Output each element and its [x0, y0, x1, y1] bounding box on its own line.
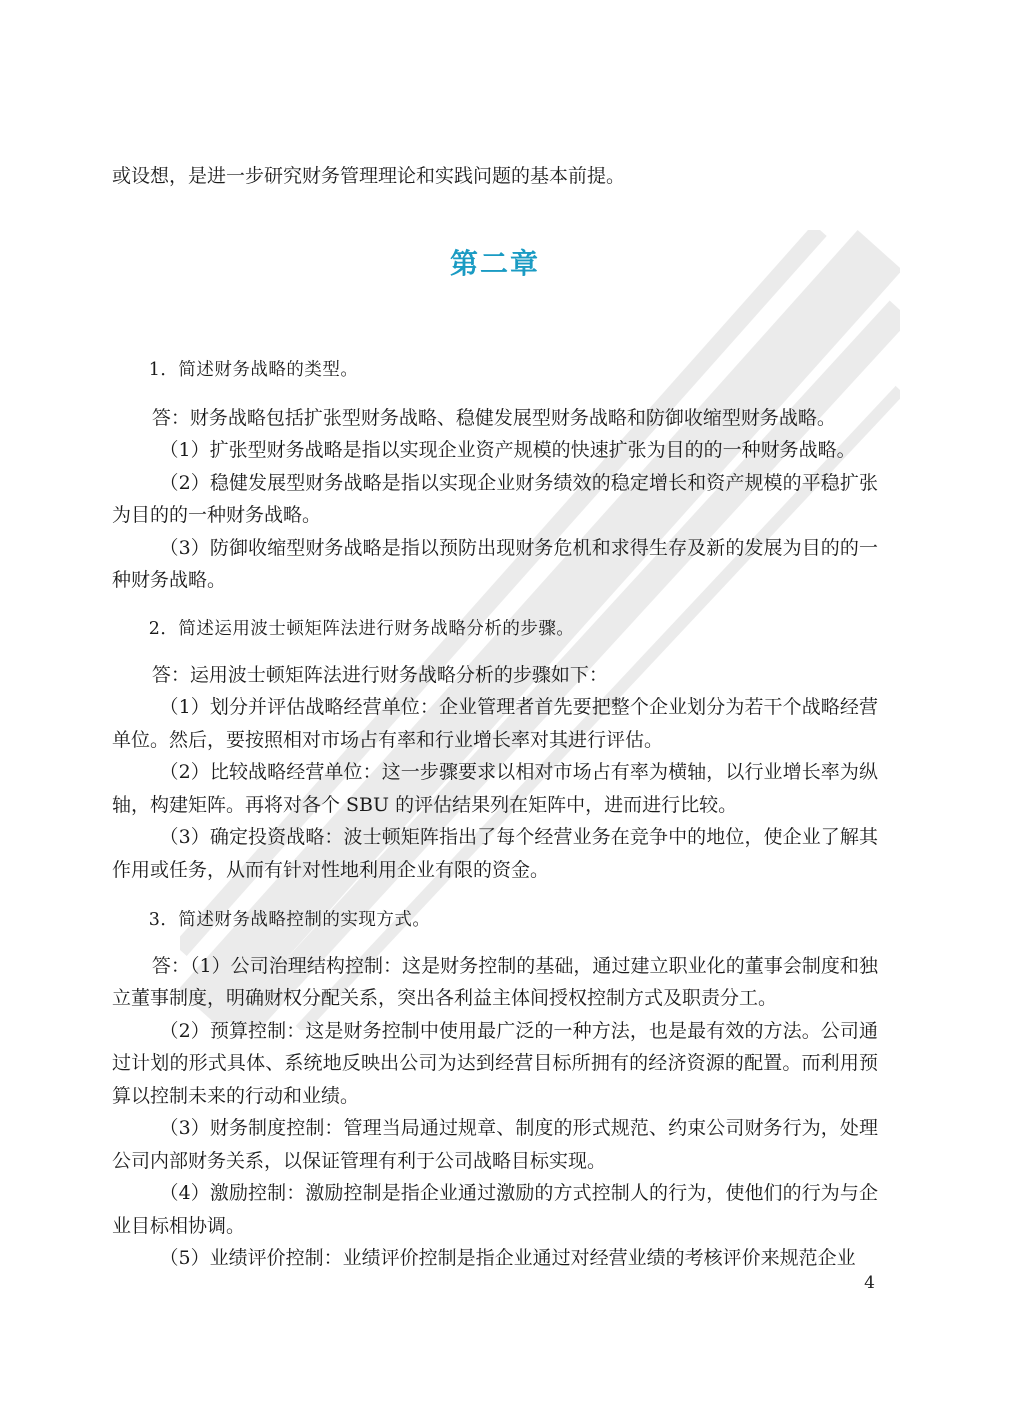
answer-3-point-3: （3）财务制度控制：管理当局通过规章、制度的形式规范、约束公司财务行为，处理公司内部财务关系，以保证管理有利于公司战略目标实现。	[112, 1117, 878, 1172]
question-2: 2．简述运用波士顿矩阵法进行财务战略分析的步骤。	[148, 619, 575, 639]
answer-2-point-2: （2）比较战略经营单位：这一步骤要求以相对市场占有率为横轴，以行业增长率为纵轴，构建矩阵。再将对各个 SBU 的评估结果列在矩阵中，进而进行比较。	[112, 761, 878, 816]
answer-1-point-1: （1）扩张型财务战略是指以实现企业资产规模的快速扩张为目的的一种财务战略。	[159, 439, 856, 461]
intro-text: 或设想，是进一步研究财务管理理论和实践问题的基本前提。	[112, 165, 626, 187]
answer-3-point-5: （5）业绩评价控制：业绩评价控制是指企业通过对经营业绩的考核评价来规范企业	[159, 1247, 856, 1269]
question-3: 3．简述财务战略控制的实现方式。	[148, 910, 431, 930]
answer-3-point-4: （4）激励控制：激励控制是指企业通过激励的方式控制人的行为，使他们的行为与企业目标相协调。	[112, 1182, 878, 1237]
answer-2-point-1: （1）划分并评估战略经营单位：企业管理者首先要把整个企业划分为若干个战略经营单位。然后，要按照相对市场占有率和行业增长率对其进行评估。	[112, 696, 878, 751]
question-3-block	[112, 904, 878, 1275]
answer-3-point-2: （2）预算控制：这是财务控制中使用最广泛的一种方法，也是最有效的方法。公司通过计划的形式具体、系统地反映出公司为达到经营目标所拥有的经济资源的配置。而利用预算以控制未来的行动和业绩。	[112, 1019, 878, 1107]
answer-1-point-2: （2）稳健发展型财务战略是指以实现企业财务绩效的稳定增长和资产规模的平稳扩张为目的的一种财务战略。	[112, 471, 878, 526]
answer-3: 答：（1）公司治理结构控制：这是财务控制的基础，通过建立职业化的董事会制度和独立董事制度，明确财权分配关系，突出各利益主体间授权控制方式及职责分工。	[112, 954, 878, 1009]
answer-2-point-3: （3）确定投资战略：波士顿矩阵指出了每个经营业务在竞争中的地位，使企业了解其作用或任务，从而有针对性地利用企业有限的资金。	[112, 826, 878, 881]
answer-1-point-3: （3）防御收缩型财务战略是指以预防出现财务危机和求得生存及新的发展为目的的一种财务战略。	[112, 536, 878, 591]
answer-1: 答：财务战略包括扩张型财务战略、稳健发展型财务战略和防御收缩型财务战略。	[151, 406, 836, 429]
answer-2: 答：运用波士顿矩阵法进行财务战略分析的步骤如下：	[151, 663, 608, 686]
chapter-title: 第二章	[449, 247, 540, 280]
question-2-block	[112, 613, 878, 886]
question-1: 1．简述财务战略的类型。	[148, 360, 359, 380]
question-1-block	[112, 354, 878, 597]
page-number: 4	[864, 1273, 875, 1293]
